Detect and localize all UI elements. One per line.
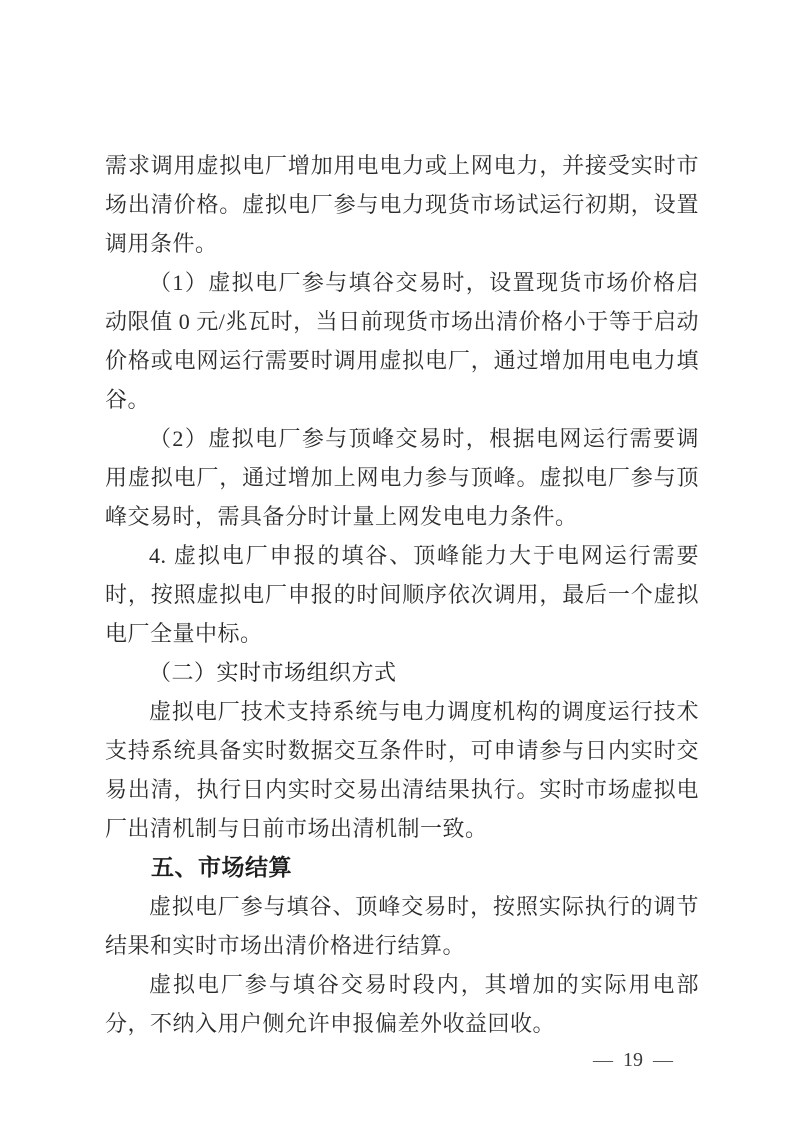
paragraph: 虚拟电厂参与填谷、顶峰交易时，按照实际执行的调节结果和实时市场出清价格进行结算。 xyxy=(105,894,699,958)
footer-dash-left: — xyxy=(593,1049,613,1071)
document-body xyxy=(105,146,699,1043)
paragraph: （2）虚拟电厂参与顶峰交易时，根据电网运行需要调用虚拟电厂，通过增加上网电力参与顶峰。虚拟电厂参与顶峰交易时，需具备分时计量上网发电电力条件。 xyxy=(105,426,699,529)
paragraph: 4. 虚拟电厂申报的填谷、顶峰能力大于电网运行需要时，按照虚拟电厂申报的时间顺序依次调用，最后一个虚拟电厂全量中标。 xyxy=(105,543,699,646)
page-footer xyxy=(553,1048,713,1072)
footer-dash-right: — xyxy=(653,1049,673,1071)
paragraph: 虚拟电厂参与填谷交易时段内，其增加的实际用电部分，不纳入用户侧允许申报偏差外收益回收。 xyxy=(105,972,699,1036)
page-number: 19 xyxy=(623,1049,643,1071)
paragraph: 需求调用虚拟电厂增加用电电力或上网电力，并接受实时市场出清价格。虚拟电厂参与电力现货市场试运行初期，设置调用条件。 xyxy=(105,153,699,256)
paragraph: 虚拟电厂技术支持系统与电力调度机构的调度运行技术支持系统具备实时数据交互条件时，可申请参与日内实时交易出清，执行日内实时交易出清结果执行。实时市场虚拟电厂出清机制与日前市场出清机制一致。 xyxy=(105,699,699,841)
paragraph: （1）虚拟电厂参与填谷交易时，设置现货市场价格启动限值 0 元/兆瓦时，当日前现货市场出清价格小于等于启动价格或电网运行需要时调用虚拟电厂，通过增加用电电力填谷。 xyxy=(105,270,699,412)
section-heading: 五、市场结算 xyxy=(151,854,292,880)
section-heading: （二）实时市场组织方式 xyxy=(149,660,397,685)
